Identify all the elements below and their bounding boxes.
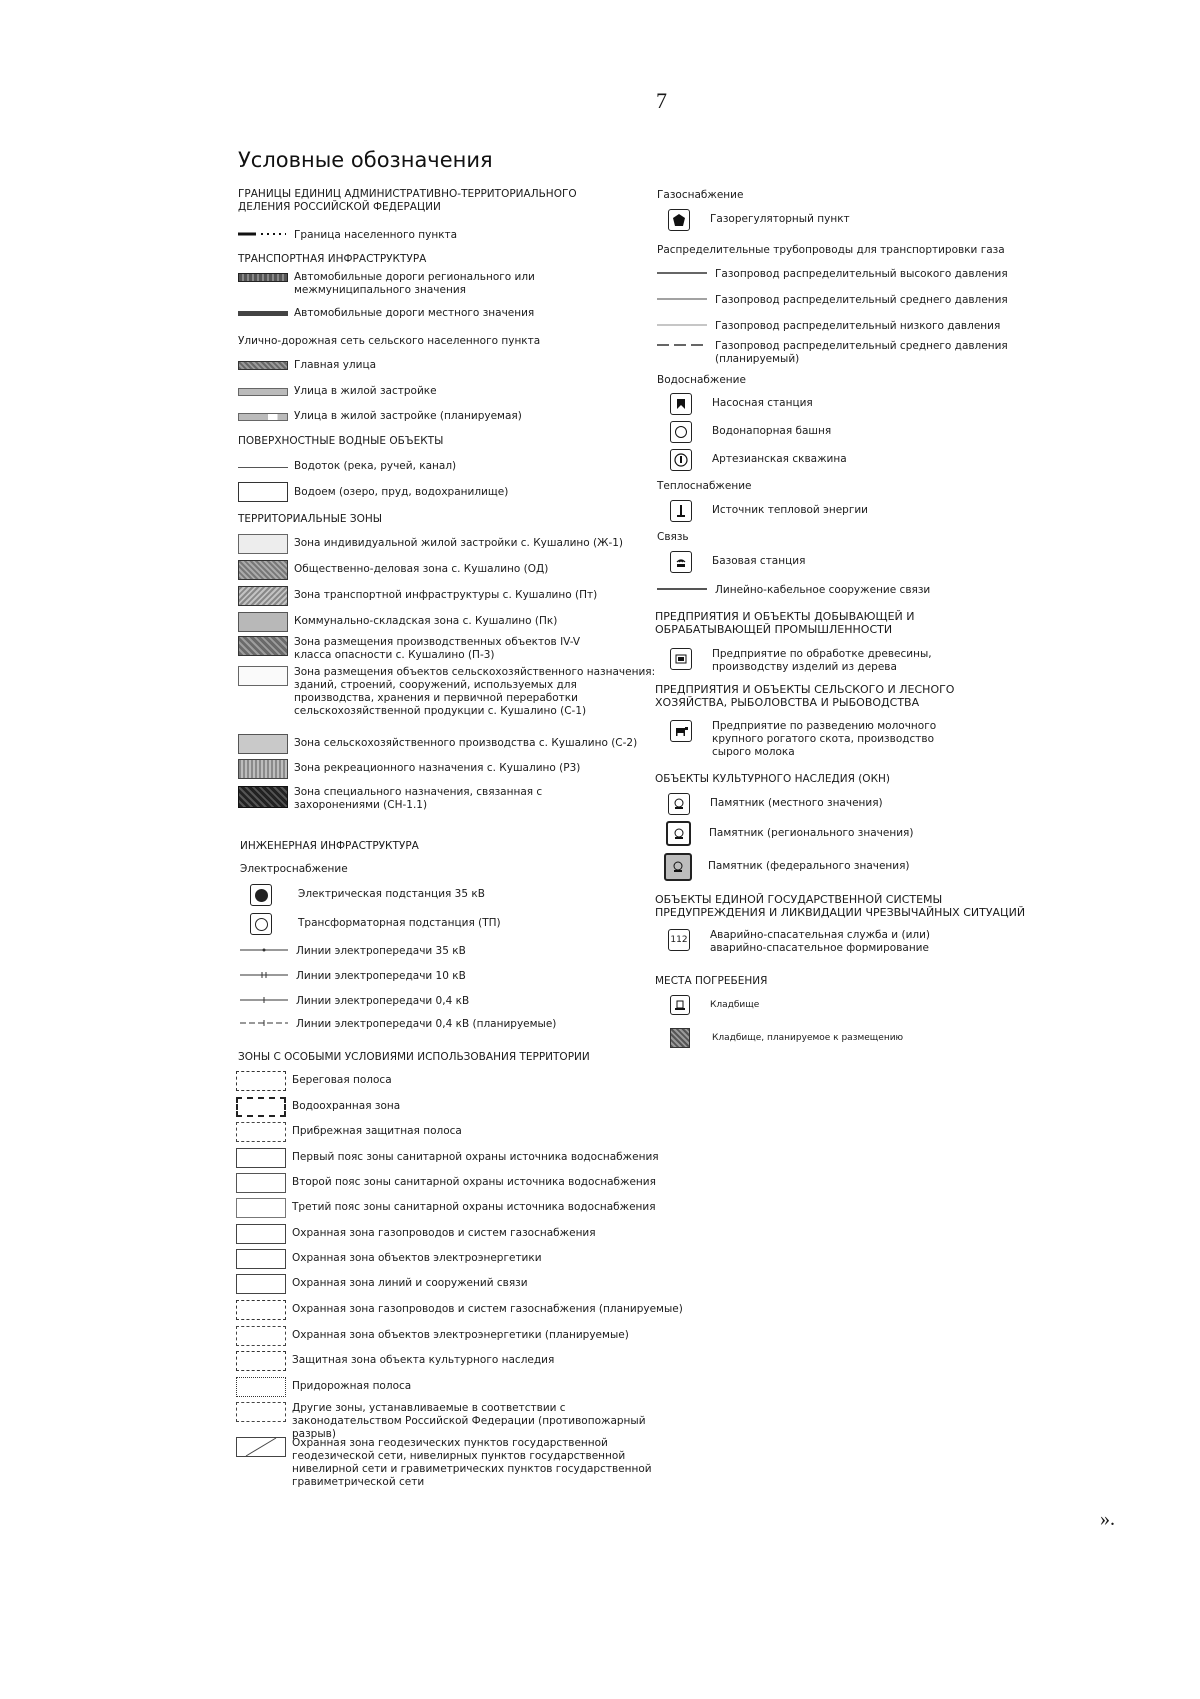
gas-regulator-icon (668, 209, 690, 231)
legend-label: Охранная зона объектов электроэнергетики (планируемые) (292, 1329, 629, 1341)
legend-item-zone-pk (238, 612, 658, 632)
legend-item-special-14 (236, 1437, 676, 1489)
special-zone-swatch (236, 1122, 286, 1142)
legend-item-special-1 (236, 1097, 656, 1117)
legend-label: Линии электропередачи 0,4 кВ (планируемые) (296, 1018, 557, 1030)
legend-item-zone-od (238, 560, 658, 580)
legend-item-transformer (250, 913, 550, 935)
monument-local-icon (668, 793, 690, 815)
legend-item-street-residential (238, 385, 538, 398)
legend-item-cemetery-planned (670, 1028, 970, 1048)
legend-label: Линии электропередачи 10 кВ (296, 970, 466, 982)
legend-item-zone-s2 (238, 734, 658, 754)
legend-label: Автомобильные дороги местного значения (294, 307, 535, 319)
special-zone-swatch (236, 1377, 286, 1397)
legend-label: Общественно-деловая зона с. Кушалино (ОД) (294, 563, 549, 575)
legend-label: Газопровод распределительный среднего давления (715, 294, 1008, 306)
legend-item-special-4 (236, 1173, 676, 1193)
settlement-border-icon (238, 229, 288, 239)
special-zone-swatch (236, 1300, 286, 1320)
legend-item-gas-regulator (668, 209, 968, 231)
legend-item-line-04-planned (240, 1018, 600, 1031)
legend-item-pump-station (670, 393, 970, 415)
legend-item-artesian (670, 449, 970, 471)
residential-street-swatch (238, 388, 288, 396)
water-tower-icon (670, 421, 692, 443)
legend-label: Аварийно-спасательная служба и (или) аварийно-спасательное формирование (710, 929, 931, 954)
section-heading-agri: ПРЕДПРИЯТИЯ И ОБЪЕКТЫ СЕЛЬСКОГО И ЛЕСНОГО ХОЗЯЙСТВА, РЫБОЛОВСТВА И РЫБОВОДСТВА (655, 683, 955, 709)
subheading-comms: Связь (657, 531, 689, 543)
zone-swatch (238, 759, 288, 779)
gas-low-pressure-line-icon (657, 320, 709, 330)
legend-item-special-6 (236, 1224, 676, 1244)
geodetic-zone-swatch (236, 1437, 286, 1457)
cemetery-planned-icon (670, 1028, 690, 1048)
legend-item-main-street (238, 359, 538, 372)
legend-label: Улица в жилой застройке (294, 385, 437, 397)
legend-label: Предприятие по обработке древесины, производству изделий из дерева (712, 648, 932, 673)
legend-item-line-10 (240, 970, 540, 983)
zone-swatch (238, 612, 288, 632)
cemetery-icon (670, 995, 690, 1015)
zone-swatch (238, 734, 288, 754)
legend-item-zone-s1 (238, 666, 658, 718)
legend-item-gas-mid-planned (657, 340, 1057, 366)
legend-label: Зона специального назначения, связанная с захоронениями (СН-1.1) (294, 786, 543, 811)
regional-road-swatch (238, 273, 288, 282)
legend-item-zone-p3 (238, 636, 618, 662)
legend-label: Другие зоны, устанавливаемые в соответствии с законодательством Российской Федерации (противопожарный разрыв) (292, 1402, 646, 1440)
legend-item-zone-pt (238, 586, 658, 606)
legend-label: Береговая полоса (292, 1074, 392, 1086)
legend-label: Придорожная полоса (292, 1380, 412, 1392)
special-zone-swatch (236, 1274, 286, 1294)
legend-item-watercourse (238, 460, 538, 473)
legend-label: Охранная зона геодезических пунктов государственной геодезической сети, нивелирных пунктов государственной нивелирной сети и гравиметрических пунктов государственной гравиметрической сети (292, 1437, 652, 1488)
legend-label: Охранная зона газопроводов и систем газоснабжения (292, 1227, 596, 1239)
legend-label: Линии электропередачи 35 кВ (296, 945, 466, 957)
base-station-icon (670, 551, 692, 573)
legend-item-special-5 (236, 1198, 676, 1218)
section-heading-emergency: ОБЪЕКТЫ ЕДИНОЙ ГОСУДАРСТВЕННОЙ СИСТЕМЫ ПРЕДУПРЕЖДЕНИЯ И ЛИКВИДАЦИИ ЧРЕЗВЫЧАЙНЫХ СИТУАЦИЙ (655, 893, 1026, 919)
legend-label: Предприятие по разведению молочного крупного рогатого скота, производство сырого молока (712, 720, 937, 758)
legend-item-settlement-border (238, 229, 658, 242)
power-line-35-icon (240, 945, 290, 953)
legend-item-special-13 (236, 1402, 676, 1441)
legend-label: Газопровод распределительный среднего давления (планируемый) (715, 340, 1008, 365)
monument-federal-icon (664, 853, 692, 881)
legend-item-line-35 (240, 945, 540, 958)
legend-label: Защитная зона объекта культурного наследия (292, 1354, 555, 1366)
legend-item-monument-regional (666, 821, 966, 846)
local-road-swatch (238, 311, 288, 316)
legend-label: Линейно-кабельное сооружение связи (715, 584, 931, 596)
monument-regional-icon (666, 821, 691, 846)
special-zone-swatch (236, 1097, 286, 1117)
legend-item-special-9 (236, 1300, 696, 1320)
subheading-water-supply: Водоснабжение (657, 374, 746, 386)
legend-item-gas-high (657, 268, 1057, 281)
legend-item-road-local (238, 307, 558, 320)
legend-label: Источник тепловой энергии (712, 504, 869, 516)
legend-item-special-10 (236, 1326, 676, 1346)
gas-high-pressure-line-icon (657, 268, 709, 278)
rescue-service-icon: 112 (668, 929, 690, 951)
zone-swatch (238, 786, 288, 808)
legend-label: Газорегуляторный пункт (710, 213, 850, 225)
cable-line-icon (657, 584, 709, 594)
legend-item-special-2 (236, 1122, 656, 1142)
legend-item-cattle (670, 720, 970, 759)
legend-item-cemetery (670, 995, 970, 1015)
main-street-swatch (238, 361, 288, 370)
legend-label: Зона размещения объектов сельскохозяйственного назначения: зданий, строений, сооружений, используемых для производства, хранения и первичной переработки сельскохозяйственной продукции с. Кушалино (С-1) (294, 666, 656, 717)
legend-item-cable-line (657, 584, 1057, 597)
special-zone-swatch (236, 1224, 286, 1244)
special-zone-swatch (236, 1402, 286, 1422)
pump-station-icon (670, 393, 692, 415)
legend-label: Водоток (река, ручей, канал) (294, 460, 457, 472)
legend-label: Памятник (федерального значения) (708, 860, 910, 872)
zone-swatch (238, 636, 288, 656)
legend-item-special-3 (236, 1148, 676, 1168)
section-heading-water: ПОВЕРХНОСТНЫЕ ВОДНЫЕ ОБЪЕКТЫ (238, 435, 444, 447)
legend-label: Зона транспортной инфраструктуры с. Кушалино (Пт) (294, 589, 598, 601)
legend-label: Граница населенного пункта (294, 229, 458, 241)
section-heading-transport: ТРАНСПОРТНАЯ ИНФРАСТРУКТУРА (238, 253, 427, 265)
legend-label: Памятник (регионального значения) (709, 827, 914, 839)
legend-item-base-station (670, 551, 970, 573)
section-heading-heritage: ОБЪЕКТЫ КУЛЬТУРНОГО НАСЛЕДИЯ (ОКН) (655, 773, 891, 785)
legend-label: Зона сельскохозяйственного производства с. Кушалино (С-2) (294, 737, 638, 749)
power-line-04-icon (240, 995, 290, 1003)
legend-item-heat-source (670, 500, 970, 522)
legend-label: Газопровод распределительный низкого давления (715, 320, 1001, 332)
legend-label: Первый пояс зоны санитарной охраны источника водоснабжения (292, 1151, 659, 1163)
substation-icon (250, 884, 272, 906)
legend-label: Водоохранная зона (292, 1100, 401, 1112)
legend-label: Трансформаторная подстанция (ТП) (298, 917, 501, 929)
special-zone-swatch (236, 1198, 286, 1218)
legend-label: Охранная зона объектов электроэнергетики (292, 1252, 542, 1264)
legend-label: Линии электропередачи 0,4 кВ (296, 995, 470, 1007)
gas-mid-planned-line-icon (657, 340, 709, 350)
legend-item-special-7 (236, 1249, 676, 1269)
legend-label: Зона рекреационного назначения с. Кушалино (Р3) (294, 762, 581, 774)
legend-item-monument-federal (664, 853, 964, 881)
section-heading-burial: МЕСТА ПОГРЕБЕНИЯ (655, 975, 768, 987)
legend-item-zone-zh1 (238, 534, 658, 554)
legend-label: Главная улица (294, 359, 377, 371)
planned-street-swatch (238, 413, 288, 421)
legend-label: Зона размещения производственных объектов IV-V класса опасности с. Кушалино (П-3) (294, 636, 581, 661)
zone-swatch (238, 560, 288, 580)
legend-item-monument-local (668, 793, 968, 815)
transformer-icon (250, 913, 272, 935)
special-zone-swatch (236, 1173, 286, 1193)
artesian-well-icon (670, 449, 692, 471)
legend-item-road-regional (238, 271, 538, 297)
waterbody-swatch (238, 482, 288, 502)
legend-item-special-12 (236, 1377, 676, 1397)
legend-item-waterbody (238, 482, 568, 502)
zone-swatch (238, 586, 288, 606)
legend-label: Памятник (местного значения) (710, 797, 883, 809)
power-line-04-planned-icon (240, 1018, 290, 1026)
gas-mid-pressure-line-icon (657, 294, 709, 304)
special-zone-swatch (236, 1071, 286, 1091)
zone-swatch (238, 666, 288, 686)
legend-label: Артезианская скважина (712, 453, 847, 465)
legend-label: Охранная зона линий и сооружений связи (292, 1277, 528, 1289)
closing-mark: ». (1100, 1508, 1115, 1530)
legend-item-wood (670, 648, 970, 674)
legend-item-line-04 (240, 995, 540, 1008)
legend-label: Охранная зона газопроводов и систем газоснабжения (планируемые) (292, 1303, 683, 1315)
legend-label: Второй пояс зоны санитарной охраны источника водоснабжения (292, 1176, 656, 1188)
legend-item-special-0 (236, 1071, 656, 1091)
legend-item-gas-low (657, 320, 1057, 333)
subheading-street-network: Улично-дорожная сеть сельского населенного пункта (238, 335, 541, 347)
special-zone-swatch (236, 1351, 286, 1371)
legend-label: Прибрежная защитная полоса (292, 1125, 462, 1137)
legend-label: Автомобильные дороги регионального или межмуниципального значения (294, 271, 535, 296)
legend-label: Насосная станция (712, 397, 813, 409)
section-heading-engineering: ИНЖЕНЕРНАЯ ИНФРАСТРУКТУРА (240, 840, 419, 852)
subheading-power-supply: Электроснабжение (240, 863, 348, 875)
zone-swatch (238, 534, 288, 554)
legend-label: Водонапорная башня (712, 425, 832, 437)
legend-label: Улица в жилой застройке (планируемая) (294, 410, 522, 422)
legend-item-zone-r3 (238, 759, 658, 779)
legend-item-special-8 (236, 1274, 676, 1294)
section-heading-borders: ГРАНИЦЫ ЕДИНИЦ АДМИНИСТРАТИВНО-ТЕРРИТОРИАЛЬНОГО ДЕЛЕНИЯ РОССИЙСКОЙ ФЕДЕРАЦИИ (238, 188, 577, 213)
legend-item-gas-mid (657, 294, 1057, 307)
legend-title: Условные обозначения (238, 148, 493, 172)
woodworking-icon (670, 648, 692, 670)
heat-source-icon (670, 500, 692, 522)
power-line-10-icon (240, 970, 290, 978)
watercourse-line (238, 467, 288, 468)
page-number: 7 (656, 88, 667, 113)
legend-item-special-11 (236, 1351, 676, 1371)
section-heading-special-zones: ЗОНЫ С ОСОБЫМИ УСЛОВИЯМИ ИСПОЛЬЗОВАНИЯ ТЕРРИТОРИИ (238, 1051, 590, 1063)
section-heading-mining: ПРЕДПРИЯТИЯ И ОБЪЕКТЫ ДОБЫВАЮЩЕЙ И ОБРАБАТЫВАЮЩЕЙ ПРОМЫШЛЕННОСТИ (655, 610, 915, 636)
legend-label: Коммунально-складская зона с. Кушалино (Пк) (294, 615, 558, 627)
legend-item-substation-35 (250, 884, 550, 906)
legend-item-water-tower (670, 421, 970, 443)
subheading-gas-supply: Газоснабжение (657, 189, 744, 201)
legend-label: Базовая станция (712, 555, 806, 567)
legend-item-rescue (668, 929, 968, 955)
legend-label: Третий пояс зоны санитарной охраны источника водоснабжения (292, 1201, 656, 1213)
special-zone-swatch (236, 1148, 286, 1168)
section-heading-territorial-zones: ТЕРРИТОРИАЛЬНЫЕ ЗОНЫ (238, 513, 383, 525)
subheading-gas-pipelines: Распределительные трубопроводы для транспортировки газа (657, 244, 1005, 256)
legend-label: Кладбище (710, 1000, 760, 1010)
legend-item-zone-sn11 (238, 786, 548, 812)
legend-label: Зона индивидуальной жилой застройки с. Кушалино (Ж-1) (294, 537, 624, 549)
subheading-heat-supply: Теплоснабжение (657, 480, 752, 492)
legend-label: Кладбище, планируемое к размещению (712, 1033, 904, 1043)
legend-item-street-residential-planned (238, 410, 568, 423)
special-zone-swatch (236, 1326, 286, 1346)
legend-label: Водоем (озеро, пруд, водохранилище) (294, 486, 509, 498)
legend-label: Газопровод распределительный высокого давления (715, 268, 1008, 280)
cattle-farm-icon (670, 720, 692, 742)
legend-label: Электрическая подстанция 35 кВ (298, 888, 485, 900)
special-zone-swatch (236, 1249, 286, 1269)
